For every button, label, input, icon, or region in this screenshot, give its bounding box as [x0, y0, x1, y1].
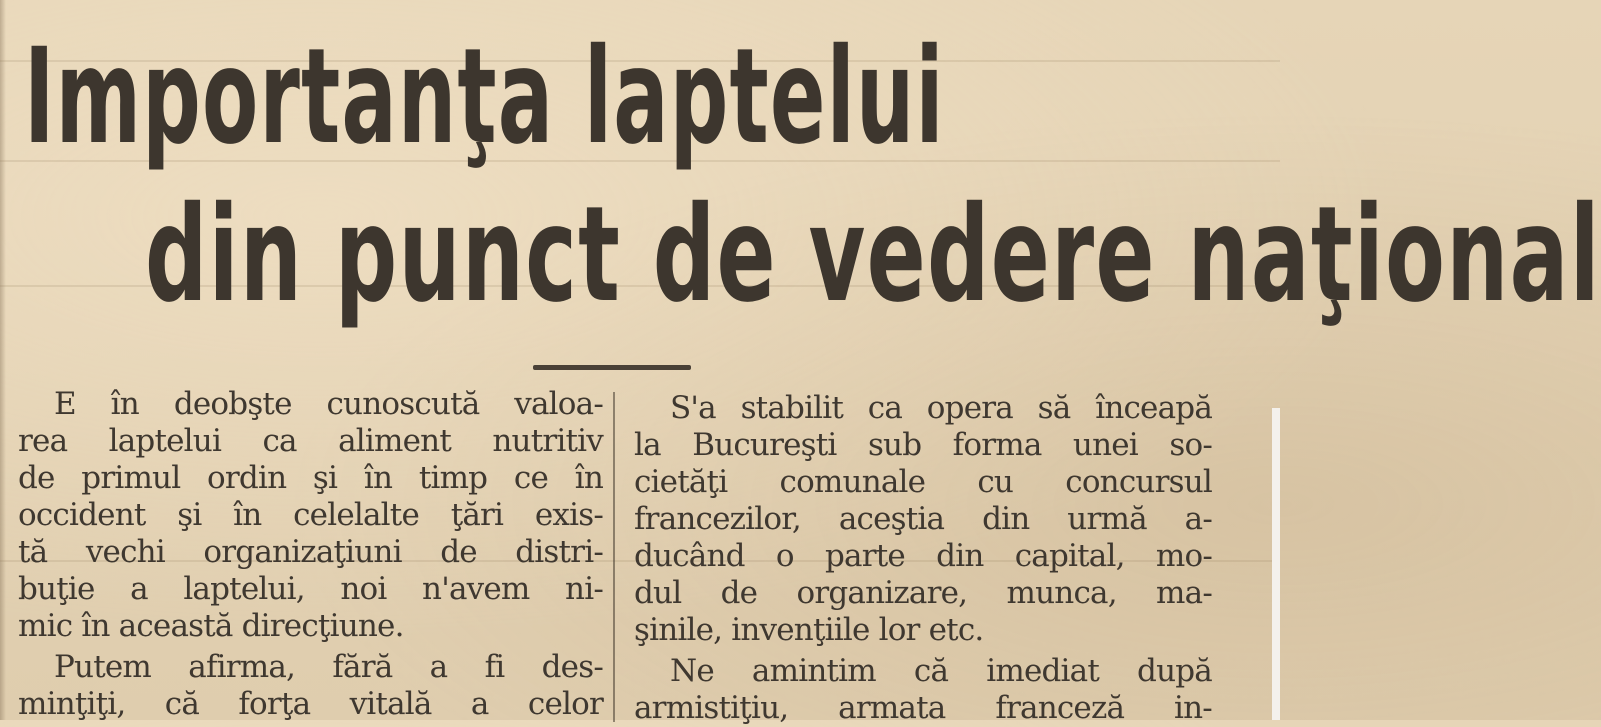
- left-column: [18, 386, 603, 723]
- text-line: mic în această direcţiune.: [18, 608, 404, 644]
- paragraph: [634, 390, 1212, 649]
- scan-border-strip: [1272, 408, 1280, 720]
- text-line: rea laptelui ca aliment nutritiv: [18, 423, 603, 459]
- paragraph: [634, 653, 1212, 727]
- text-line: E în deobşte cunoscută valoa-: [54, 386, 603, 422]
- text-line: buţie a laptelui, noi n'avem ni-: [18, 571, 603, 607]
- page-edge-shadow: [0, 0, 6, 720]
- paragraph: [18, 386, 603, 645]
- text-line: Ne amintim că imediat după: [670, 653, 1212, 689]
- text-line: Putem afirma, fără a fi des-: [54, 649, 603, 685]
- text-line: armistiţiu, armata franceză in-: [634, 690, 1212, 726]
- text-line: tă vechi organizaţiuni de distri-: [18, 534, 603, 570]
- text-line: ducând o parte din capital, mo-: [634, 538, 1212, 574]
- text-line: dul de organizare, munca, ma-: [634, 575, 1212, 611]
- text-line: cietăţi comunale cu concursul: [634, 464, 1212, 500]
- text-line: occident şi în celelalte ţări exis-: [18, 497, 603, 533]
- text-line: şinile, invenţiile lor etc.: [634, 612, 984, 648]
- text-line: de primul ordin şi în timp ce în: [18, 460, 603, 496]
- headline-line-2: din punct de vedere naţional: [145, 178, 1601, 332]
- paragraph: [18, 649, 603, 723]
- headline-rule: [533, 365, 691, 370]
- column-divider: [613, 392, 615, 722]
- text-line: la Bucureşti sub forma unei so-: [634, 427, 1212, 463]
- text-line: francezilor, aceştia din urmă a-: [634, 501, 1212, 537]
- text-line: minţiţi, că forţa vitală a celor: [18, 686, 603, 722]
- headline-line-1: Importanţa laptelui: [24, 20, 945, 174]
- text-line: S'a stabilit ca opera să înceapă: [670, 390, 1212, 426]
- right-column: [634, 390, 1212, 727]
